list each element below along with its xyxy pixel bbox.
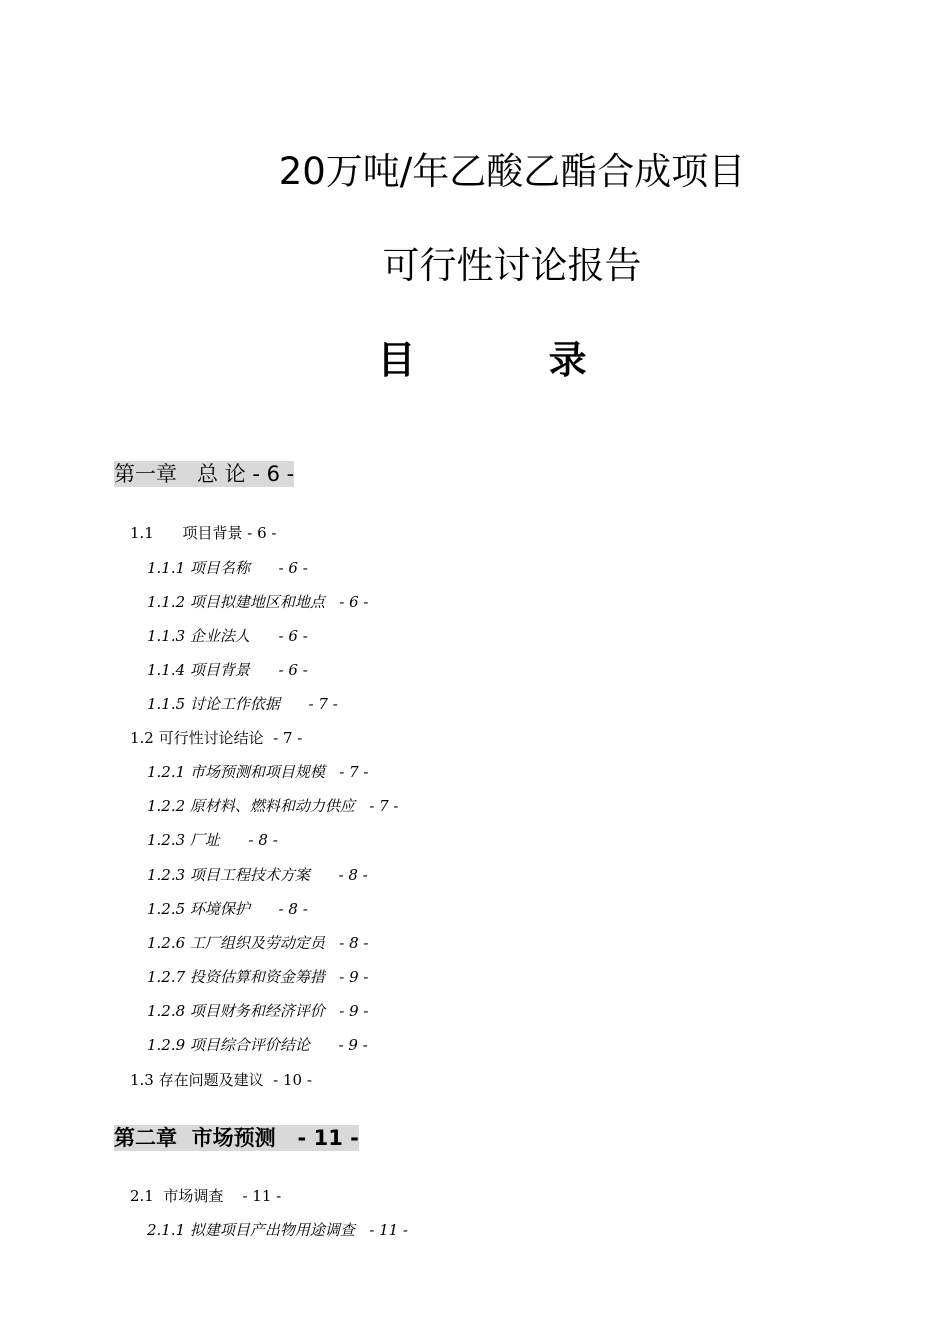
toc-entry-1-2-8[interactable]: 1.2.8 项目财务和经济评价 - 9 - <box>147 1002 369 1020</box>
toc-entry-1-2-3b[interactable]: 1.2.3 项目工程技术方案 - 8 - <box>147 866 368 884</box>
toc-entry-2-1[interactable]: 2.1 市场调查 - 11 - <box>130 1187 282 1205</box>
toc-entry-1-2-6[interactable]: 1.2.6 工厂组织及劳动定员 - 8 - <box>147 934 369 952</box>
toc-entry-1-3[interactable]: 1.3 存在问题及建议 - 10 - <box>130 1071 312 1089</box>
toc-chapter-1[interactable]: 第一章 总 论 - 6 - <box>114 462 295 486</box>
toc-chapter-2[interactable]: 第二章 市场预测 - 11 - <box>114 1126 359 1150</box>
toc-entry-1-2-5[interactable]: 1.2.5 环境保护 - 8 - <box>147 900 308 918</box>
toc-entry-1-2-3a[interactable]: 1.2.3 厂址 - 8 - <box>147 831 278 849</box>
toc-entry-1-1-5[interactable]: 1.1.5 讨论工作依据 - 7 - <box>147 695 338 713</box>
toc-entry-1-2-1[interactable]: 1.2.1 市场预测和项目规模 - 7 - <box>147 763 369 781</box>
toc-entry-1-2-7[interactable]: 1.2.7 投资估算和资金筹措 - 9 - <box>147 968 369 986</box>
document-subtitle: 可行性讨论报告 <box>382 244 642 287</box>
toc-entry-1-1-2[interactable]: 1.1.2 项目拟建地区和地点 - 6 - <box>147 593 369 611</box>
toc-entry-1-1-3[interactable]: 1.1.3 企业法人 - 6 - <box>147 627 308 645</box>
toc-entry-2-1-1[interactable]: 2.1.1 拟建项目产出物用途调查 - 11 - <box>147 1221 408 1239</box>
toc-entry-1-1[interactable]: 1.1 项目背景 - 6 - <box>130 524 277 542</box>
toc-entry-1-2-9[interactable]: 1.2.9 项目综合评价结论 - 9 - <box>147 1036 368 1054</box>
toc-entry-1-2-2[interactable]: 1.2.2 原材料、燃料和动力供应 - 7 - <box>147 797 399 815</box>
toc-entry-1-1-1[interactable]: 1.1.1 项目名称 - 6 - <box>147 559 308 577</box>
document-title: 20万吨/年乙酸乙酯合成项目 <box>278 150 746 193</box>
toc-entry-1-1-4[interactable]: 1.1.4 项目背景 - 6 - <box>147 661 308 679</box>
toc-heading: 目 录 <box>377 338 647 382</box>
toc-entry-1-2[interactable]: 1.2 可行性讨论结论 - 7 - <box>130 729 303 747</box>
